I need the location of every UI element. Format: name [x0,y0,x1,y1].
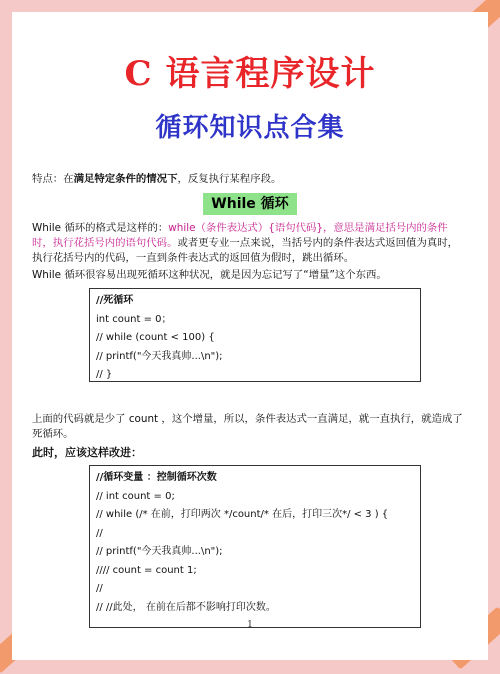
page-title: C 语言程序设计 [124,54,376,94]
format-intro: While 循环的格式是这样的： [32,222,169,234]
code-line: // } [96,369,113,380]
document-page [12,12,488,660]
feature-prefix: 特点：在 [32,173,74,185]
code-line: //// count = count 1; [96,564,197,576]
feature-bold: 满足特定条件的情况下 [73,173,178,185]
code-line: // [96,527,103,539]
format-paragraph [32,221,468,266]
format-highlight: while（条件表达式）{语句代码}，意思是满足括号内的条件时，执行花括号内的语句代码。 [32,222,448,249]
feature-paragraph [32,172,468,187]
code-line: //死循环 [96,295,134,306]
section-heading: While 循环 [203,193,296,215]
improvement-label: 此时，应该这样改进： [32,446,142,459]
section-heading-wrap [32,193,468,215]
deadloop-paragraph: While 循环很容易出现死循环这种状况，就是因为忘记写了“增量”这个东西。 [32,269,387,281]
code-line: // printf("今天我真帅...\n"); [96,350,223,362]
code-line: // //此处， 在前在后都不影响打印次数。 [96,601,276,613]
code-line: // while (count < 100) { [96,332,215,343]
code-line: // [96,583,103,594]
code-line: // while (/* 在前，打印两次 */count/* 在后，打印三次*/ < 3 ) { [96,509,389,520]
format-explanation: 或者更专业一点来说，当括号内的条件表达式返回值为真时，执行花括号内的代码，一直到条件表达式的返回值为假时，跳出循环。 [32,237,459,264]
explanation-paragraph: 上面的代码就是少了 count ，这个增量，所以，条件表达式一直满足，就一直执行，就造成了死循环。 [32,413,463,440]
page-subtitle: 循环知识点合集 [155,113,345,143]
code-line: //循环变量 ：控制循环次数 [96,472,217,483]
feature-suffix: ，反复执行某程序段。 [177,173,282,185]
code-line: // printf("今天我真帅...\n"); [96,546,223,557]
code-line: int count = 0； [96,313,172,325]
page-number: 1 [247,620,253,630]
code-line: // int count = 0; [96,490,175,502]
code-block-improved [89,465,421,628]
code-block-dead-loop [89,288,421,382]
